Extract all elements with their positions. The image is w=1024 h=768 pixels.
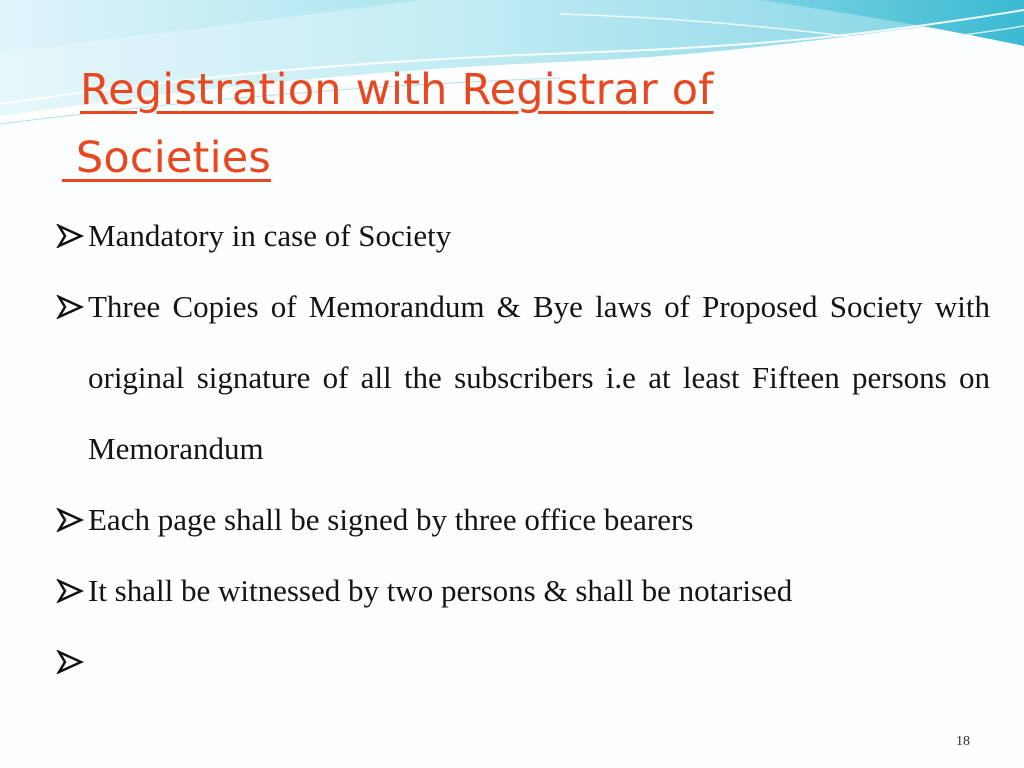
bullet-text: Mandatory in case of Society	[88, 218, 452, 253]
arrowhead-bullet-icon	[56, 224, 84, 248]
bullet-item-empty	[50, 626, 990, 697]
bullet-item	[50, 271, 990, 484]
bullet-item	[50, 200, 990, 271]
slide-title	[62, 56, 822, 192]
bullet-text: Each page shall be signed by three office bearers	[88, 502, 694, 537]
arrowhead-bullet-icon	[56, 650, 84, 674]
page-number: 18	[956, 734, 970, 749]
title-line-1: Registration with Registrar of	[80, 65, 714, 115]
title-line-2: Societies	[62, 133, 271, 183]
arrowhead-bullet-icon	[56, 508, 84, 532]
bullet-list	[50, 200, 990, 697]
bullet-text: It shall be witnessed by two persons & shall be notarised	[88, 573, 793, 608]
arrowhead-bullet-icon	[56, 579, 84, 603]
bullet-text: Three Copies of Memorandum & Bye laws of Proposed Society with original signature of all the subscribers i.e at least Fifteen persons on Memorandum	[88, 289, 990, 466]
bullet-text	[88, 626, 990, 697]
bullet-item	[50, 555, 990, 626]
bullet-item	[50, 484, 990, 555]
arrowhead-bullet-icon	[56, 295, 84, 319]
